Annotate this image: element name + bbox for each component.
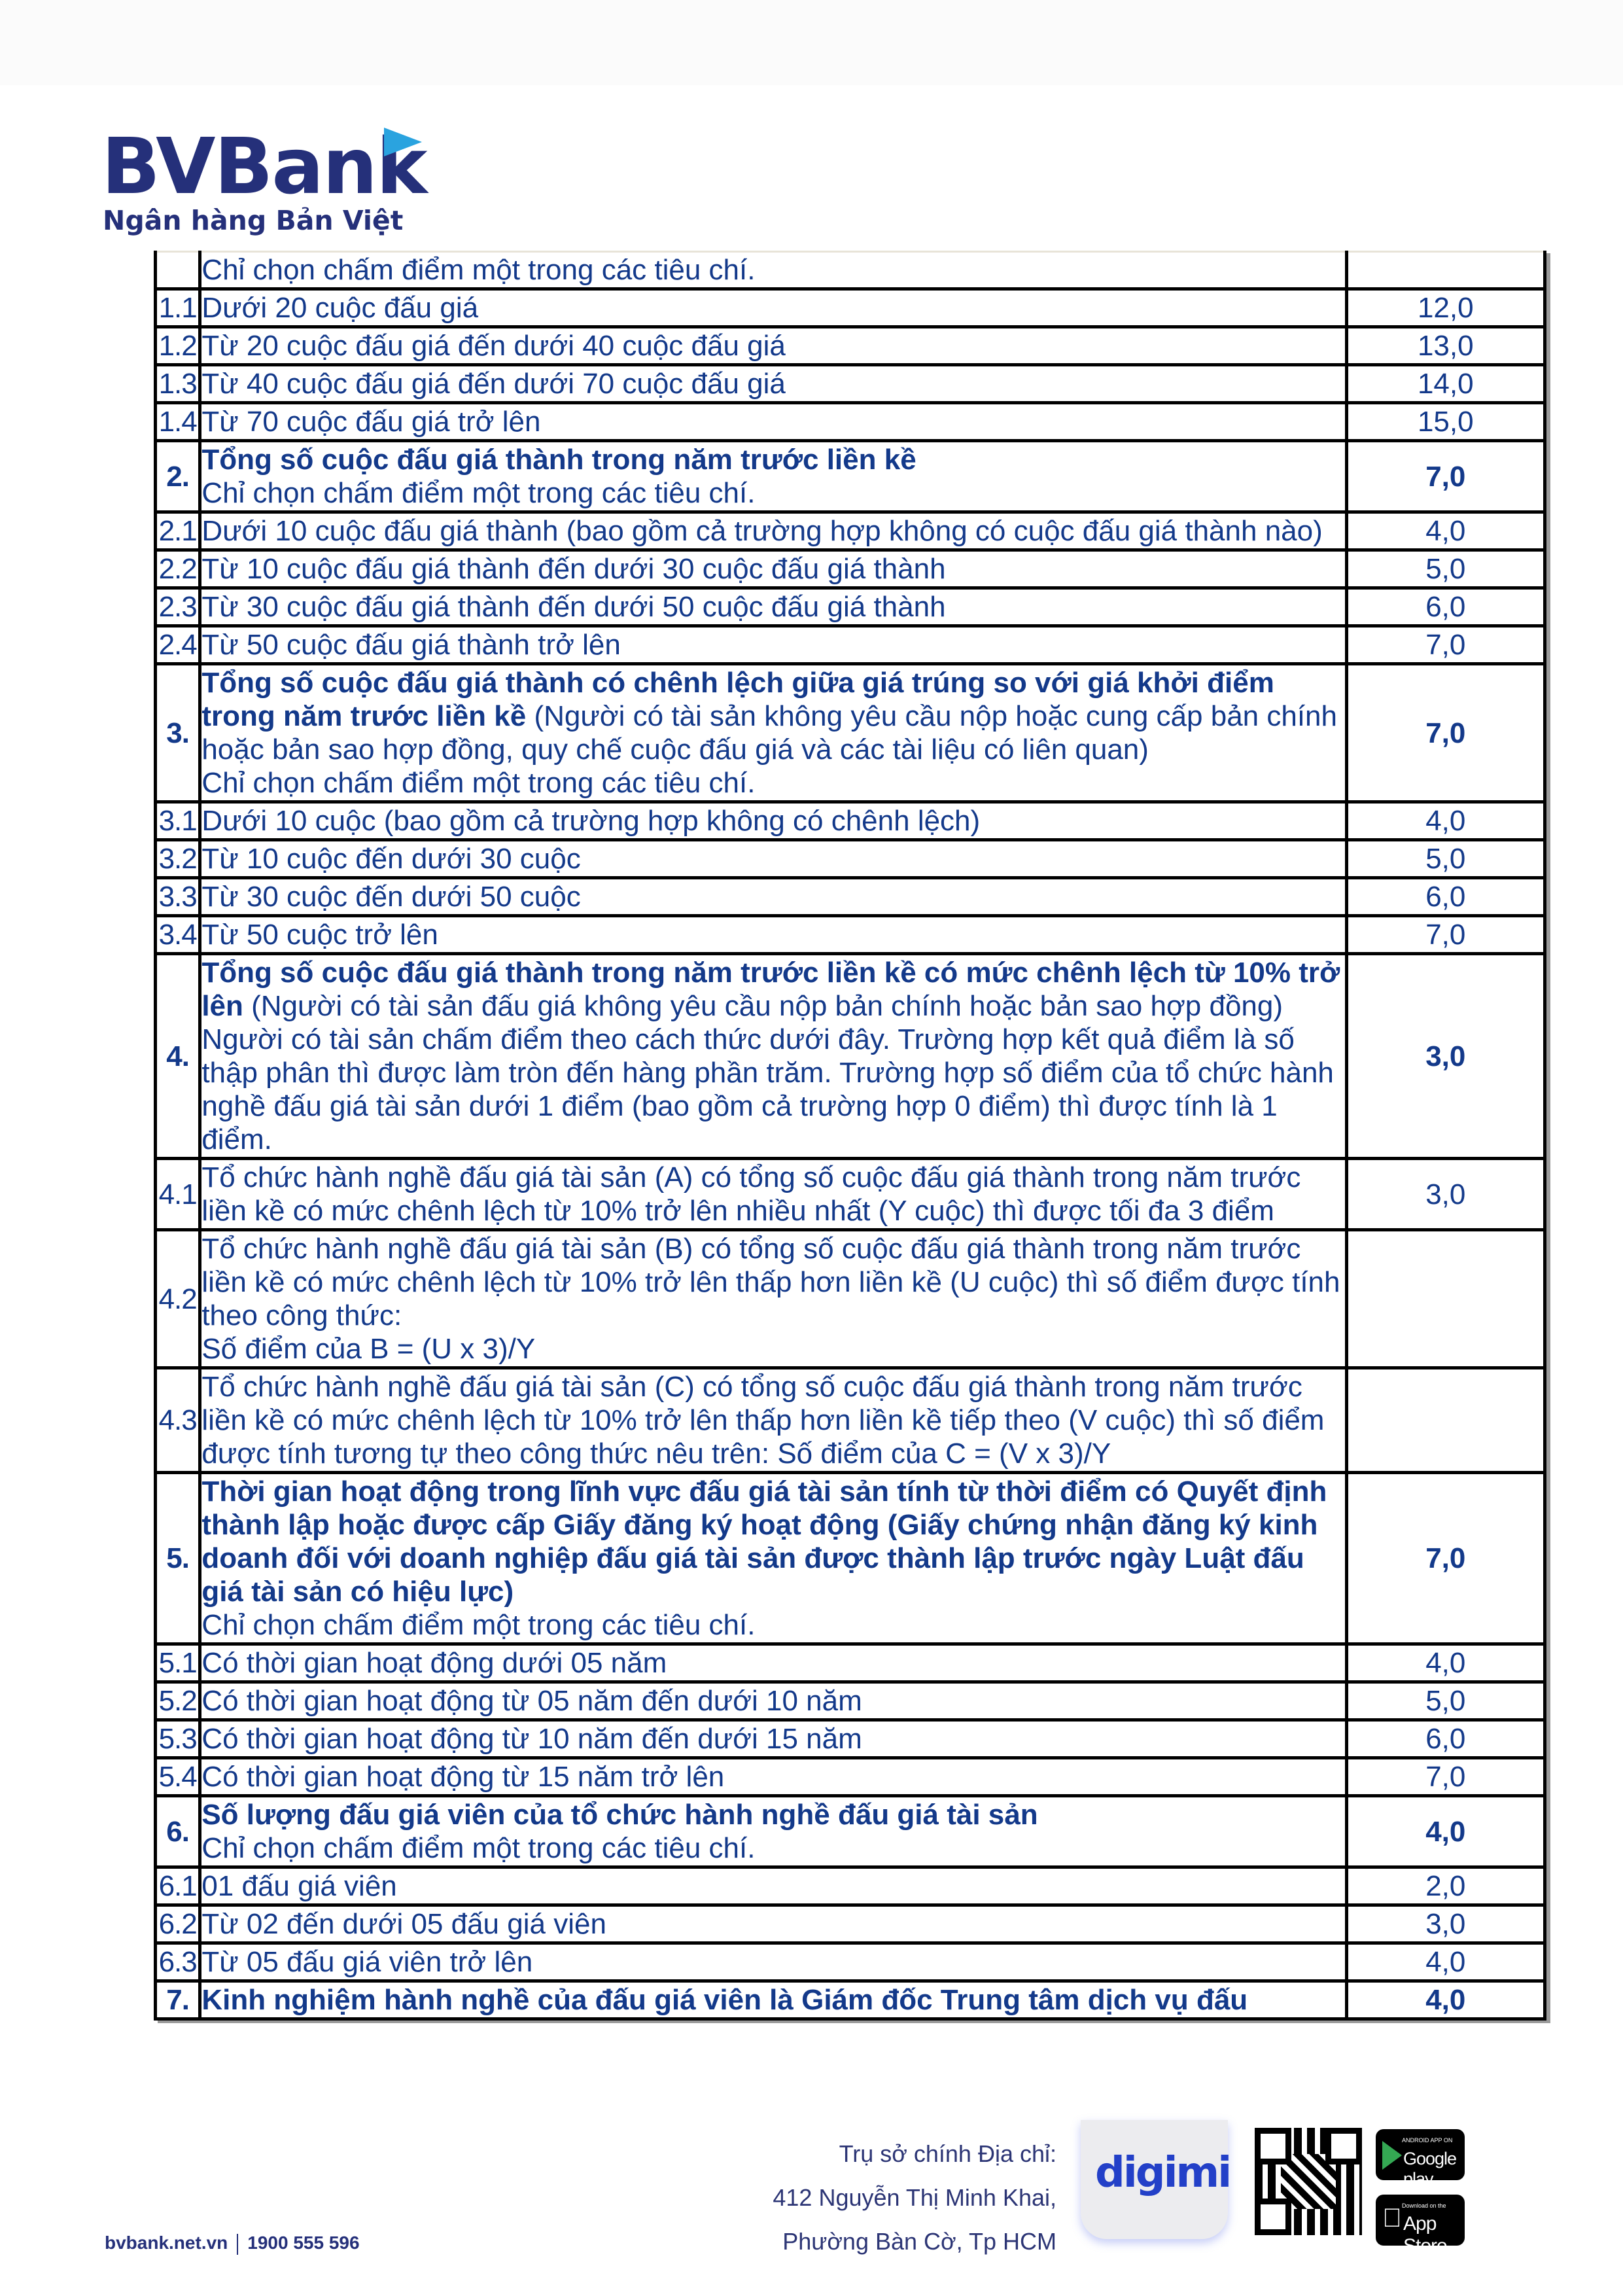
criterion-points: 6,0	[1346, 1720, 1544, 1758]
criterion-points: 7,0	[1346, 664, 1544, 802]
logo-tagline: Ngân hàng Bản Việt	[103, 205, 404, 236]
table-row	[156, 1159, 1545, 1230]
criterion-number: 5.1	[156, 1644, 200, 1682]
criterion-description	[200, 916, 1346, 954]
criterion-number: 4.3	[156, 1368, 200, 1473]
logo-play-mark-icon	[384, 128, 422, 156]
criterion-points: 3,0	[1346, 954, 1544, 1159]
criterion-description	[200, 365, 1346, 403]
criterion-description	[200, 512, 1346, 550]
table-row	[156, 512, 1545, 550]
criterion-title: Tổng số cuộc đấu giá thành trong năm trước liền kề có mức chênh lệch từ 10% trở lên	[201, 957, 1340, 1022]
divider	[237, 2234, 238, 2255]
criterion-points: 4,0	[1346, 802, 1544, 840]
table-row	[156, 1758, 1545, 1796]
criterion-text: 01 đấu giá viên	[201, 1870, 397, 1902]
criterion-text: (Người có tài sản không yêu cầu nộp hoặc cung cấp bản chính hoặc bản sao hợp đồng, quy chế cuộc đấu giá và các tài liệu có liên quan)	[201, 700, 1337, 766]
qr-code-icon	[1255, 2128, 1362, 2235]
criterion-text: Từ 10 cuộc đến dưới 30 cuộc	[201, 843, 581, 875]
criterion-number: 5.3	[156, 1720, 200, 1758]
table-row	[156, 1943, 1545, 1981]
criterion-number: 6.1	[156, 1867, 200, 1905]
criterion-number: 6.	[156, 1796, 200, 1867]
criterion-points: 13,0	[1346, 327, 1544, 365]
criterion-number: 3.1	[156, 802, 200, 840]
table-row	[156, 840, 1545, 878]
criterion-points: 7,0	[1346, 916, 1544, 954]
criterion-text: (Người có tài sản đấu giá không yêu cầu nộp bản chính hoặc bản sao hợp đồng)	[243, 990, 1283, 1022]
app-store-caption: Download on the	[1402, 2202, 1446, 2209]
table-row	[156, 1368, 1545, 1473]
criterion-title: Kinh nghiệm hành nghề của đấu giá viên là Giám đốc Trung tâm dịch vụ đấu	[201, 1984, 1248, 2016]
criterion-description	[200, 802, 1346, 840]
bvbank-logo	[101, 121, 442, 239]
criterion-number: 4.2	[156, 1230, 200, 1368]
criterion-text: Từ 20 cuộc đấu giá đến dưới 40 cuộc đấu giá	[201, 330, 786, 362]
criterion-text: Từ 50 cuộc đấu giá thành trở lên	[201, 629, 621, 661]
criterion-points: 5,0	[1346, 1682, 1544, 1720]
criterion-text: Có thời gian hoạt động từ 10 năm đến dưới 15 năm	[201, 1723, 862, 1755]
criterion-number: 2.3	[156, 588, 200, 626]
criterion-points: 6,0	[1346, 588, 1544, 626]
criterion-text: Từ 30 cuộc đấu giá thành đến dưới 50 cuộc đấu giá thành	[201, 591, 946, 623]
criterion-number: 4.1	[156, 1159, 200, 1230]
criterion-text: Người có tài sản chấm điểm theo cách thức dưới đây. Trường hợp kết quả điểm là số thập phân thì được làm tròn đến hàng phần trăm. Trường hợp số điểm của tổ chức hành nghề đấu giá tài sản dưới 1 điểm (bao gồm cả trường hợp 0 điểm) thì được tính là 1 điểm.	[201, 1023, 1334, 1156]
table-row	[156, 588, 1545, 626]
criterion-description	[200, 1644, 1346, 1682]
criterion-number: 5.4	[156, 1758, 200, 1796]
criterion-description	[200, 1758, 1346, 1796]
google-play-badge[interactable]	[1376, 2129, 1465, 2189]
criterion-description	[200, 1473, 1346, 1644]
qr-finder-top-right	[1325, 2128, 1362, 2164]
criterion-number: 2.2	[156, 550, 200, 588]
criterion-title: Thời gian hoạt động trong lĩnh vực đấu giá tài sản tính từ thời điểm có Quyết định thành lập hoặc được cấp Giấy đăng ký hoạt động (Giấy chứng nhận đăng ký kinh doanh đối với doanh nghiệp đấu giá tài sản được thành lập trước ngày Luật đấu giá tài sản có hiệu lực)	[201, 1475, 1327, 1608]
address-label: Trụ sở chính Địa chỉ:	[839, 2140, 1056, 2167]
criterion-number	[156, 252, 200, 289]
table-row	[156, 1905, 1545, 1943]
criterion-description	[200, 878, 1346, 916]
table-row	[156, 916, 1545, 954]
criterion-text: Chỉ chọn chấm điểm một trong các tiêu chí.	[201, 254, 756, 286]
criterion-points: 5,0	[1346, 550, 1544, 588]
criterion-points: 6,0	[1346, 878, 1544, 916]
criterion-description	[200, 1368, 1346, 1473]
criterion-text: Dưới 10 cuộc đấu giá thành (bao gồm cả trường hợp không có cuộc đấu giá thành nào)	[201, 515, 1323, 547]
criterion-description	[200, 1682, 1346, 1720]
contact-info	[105, 2233, 360, 2255]
digimi-logo-text: digimi	[1095, 2149, 1230, 2197]
table-row	[156, 1473, 1545, 1644]
address-line-1: 412 Nguyễn Thị Minh Khai,	[773, 2184, 1056, 2211]
criterion-number: 5.2	[156, 1682, 200, 1720]
criterion-description	[200, 1905, 1346, 1943]
app-store-badge[interactable]	[1376, 2195, 1465, 2257]
criterion-description	[200, 1720, 1346, 1758]
criterion-points: 7,0	[1346, 1473, 1544, 1644]
criterion-text: Chỉ chọn chấm điểm một trong các tiêu chí.	[201, 767, 756, 799]
table-row	[156, 626, 1545, 664]
criterion-description	[200, 954, 1346, 1159]
criterion-number: 2.1	[156, 512, 200, 550]
criterion-text: Từ 70 cuộc đấu giá trở lên	[201, 406, 541, 438]
criterion-points: 12,0	[1346, 289, 1544, 327]
criteria-table	[154, 251, 1546, 2021]
table-row	[156, 327, 1545, 365]
criterion-points: 3,0	[1346, 1159, 1544, 1230]
table-row	[156, 664, 1545, 802]
table-row	[156, 878, 1545, 916]
criterion-text: Từ 02 đến dưới 05 đấu giá viên	[201, 1908, 606, 1940]
criterion-text: Số điểm của B = (U x 3)/Y	[201, 1333, 536, 1365]
table-row	[156, 365, 1545, 403]
criterion-title: Tổng số cuộc đấu giá thành trong năm trước liền kề	[201, 444, 916, 476]
criterion-description	[200, 289, 1346, 327]
criterion-text: Từ 50 cuộc trở lên	[201, 919, 438, 951]
table-row	[156, 802, 1545, 840]
criterion-points: 5,0	[1346, 840, 1544, 878]
criterion-number: 1.2	[156, 327, 200, 365]
criterion-points: 4,0	[1346, 1644, 1544, 1682]
criterion-number: 6.3	[156, 1943, 200, 1981]
apple-icon	[1382, 2204, 1402, 2233]
criterion-description	[200, 1981, 1346, 2019]
criterion-description	[200, 840, 1346, 878]
criterion-description	[200, 327, 1346, 365]
criterion-points	[1346, 252, 1544, 289]
table-row	[156, 1720, 1545, 1758]
criterion-description	[200, 1230, 1346, 1368]
criterion-description	[200, 550, 1346, 588]
google-play-caption: ANDROID APP ON	[1402, 2137, 1453, 2144]
criterion-number: 3.	[156, 664, 200, 802]
head-office-address	[773, 2132, 1056, 2263]
criterion-points: 3,0	[1346, 1905, 1544, 1943]
criterion-points: 14,0	[1346, 365, 1544, 403]
criterion-points: 7,0	[1346, 441, 1544, 512]
criterion-description	[200, 1159, 1346, 1230]
criterion-text: Tổ chức hành nghề đấu giá tài sản (A) có tổng số cuộc đấu giá thành trong năm trước liền kề có mức chênh lệch từ 10% trở lên nhiều nhất (Y cuộc) thì được tối đa 3 điểm	[201, 1161, 1301, 1227]
criterion-description	[200, 403, 1346, 441]
criterion-number: 1.1	[156, 289, 200, 327]
table-row	[156, 1796, 1545, 1867]
criterion-text: Dưới 10 cuộc (bao gồm cả trường hợp không có chênh lệch)	[201, 805, 981, 837]
table-row	[156, 1644, 1545, 1682]
criterion-number: 5.	[156, 1473, 200, 1644]
criterion-points	[1346, 1230, 1544, 1368]
criterion-text: Có thời gian hoạt động dưới 05 năm	[201, 1647, 667, 1679]
criterion-points: 4,0	[1346, 1796, 1544, 1867]
website-link[interactable]: bvbank.net.vn	[105, 2233, 228, 2253]
address-line-2: Phường Bàn Cờ, Tp HCM	[782, 2228, 1056, 2255]
criterion-points: 4,0	[1346, 512, 1544, 550]
criterion-description	[200, 588, 1346, 626]
criterion-description	[200, 664, 1346, 802]
google-play-icon	[1382, 2141, 1402, 2170]
table-row	[156, 441, 1545, 512]
table-row	[156, 1230, 1545, 1368]
google-play-label: Google play	[1403, 2149, 1457, 2189]
table-row	[156, 1867, 1545, 1905]
table-row	[156, 252, 1545, 289]
criterion-text: Từ 40 cuộc đấu giá đến dưới 70 cuộc đấu giá	[201, 368, 786, 400]
criterion-number: 1.3	[156, 365, 200, 403]
criterion-points: 4,0	[1346, 1981, 1544, 2019]
qr-finder-bottom-left	[1255, 2199, 1291, 2235]
criterion-text: Dưới 20 cuộc đấu giá	[201, 292, 479, 324]
qr-finder-top-left	[1255, 2128, 1291, 2164]
criterion-text: Từ 30 cuộc đến dưới 50 cuộc	[201, 881, 581, 913]
criterion-points: 15,0	[1346, 403, 1544, 441]
criterion-points: 7,0	[1346, 626, 1544, 664]
table-row	[156, 1682, 1545, 1720]
criterion-text: Có thời gian hoạt động từ 05 năm đến dưới 10 năm	[201, 1685, 862, 1717]
table-row	[156, 289, 1545, 327]
hotline: 1900 555 596	[247, 2233, 360, 2253]
criterion-text: Từ 10 cuộc đấu giá thành đến dưới 30 cuộc đấu giá thành	[201, 553, 946, 585]
criterion-text: Chỉ chọn chấm điểm một trong các tiêu chí.	[201, 1609, 756, 1641]
criterion-number: 3.3	[156, 878, 200, 916]
criterion-points	[1346, 1368, 1544, 1473]
criterion-description	[200, 626, 1346, 664]
table-row	[156, 550, 1545, 588]
criterion-text: Chỉ chọn chấm điểm một trong các tiêu chí.	[201, 1832, 756, 1864]
page-top-band	[0, 0, 1623, 85]
criterion-title: Số lượng đấu giá viên của tổ chức hành nghề đấu giá tài sản	[201, 1799, 1038, 1831]
criterion-description	[200, 1943, 1346, 1981]
criterion-number: 6.2	[156, 1905, 200, 1943]
criterion-number: 2.	[156, 441, 200, 512]
criterion-text: Tổ chức hành nghề đấu giá tài sản (C) có tổng số cuộc đấu giá thành trong năm trước liền kề có mức chênh lệch từ 10% trở lên thấp hơn liền kề tiếp theo (V cuộc) thì số điểm được tính tương tự theo công thức nêu trên: Số điểm của C = (V x 3)/Y	[201, 1371, 1325, 1470]
criterion-points: 4,0	[1346, 1943, 1544, 1981]
digimi-app-icon[interactable]	[1081, 2120, 1228, 2239]
criterion-text: Chỉ chọn chấm điểm một trong các tiêu chí.	[201, 477, 756, 509]
criterion-number: 4.	[156, 954, 200, 1159]
app-store-label: App Store	[1403, 2213, 1447, 2257]
criterion-number: 3.4	[156, 916, 200, 954]
criterion-number: 1.4	[156, 403, 200, 441]
logo-wordmark: BVBank	[101, 121, 427, 211]
criterion-description	[200, 252, 1346, 289]
criterion-number: 2.4	[156, 626, 200, 664]
criterion-text: Có thời gian hoạt động từ 15 năm trở lên	[201, 1761, 725, 1793]
criterion-number: 3.2	[156, 840, 200, 878]
criterion-points: 7,0	[1346, 1758, 1544, 1796]
table-row	[156, 954, 1545, 1159]
table-row	[156, 403, 1545, 441]
criterion-text: Từ 05 đấu giá viên trở lên	[201, 1946, 533, 1978]
criterion-description	[200, 441, 1346, 512]
criterion-number: 7.	[156, 1981, 200, 2019]
criterion-points: 2,0	[1346, 1867, 1544, 1905]
criterion-description	[200, 1867, 1346, 1905]
criterion-text: Tổ chức hành nghề đấu giá tài sản (B) có tổng số cuộc đấu giá thành trong năm trước liền kề có mức chênh lệch từ 10% trở lên thấp hơn liền kề (U cuộc) thì số điểm được tính theo công thức:	[201, 1233, 1340, 1332]
criterion-title: Tổng số cuộc đấu giá thành có chênh lệch giữa giá trúng so với giá khởi điểm trong năm trước liền kề	[201, 667, 1274, 732]
criterion-description	[200, 1796, 1346, 1867]
table-row	[156, 1981, 1545, 2019]
